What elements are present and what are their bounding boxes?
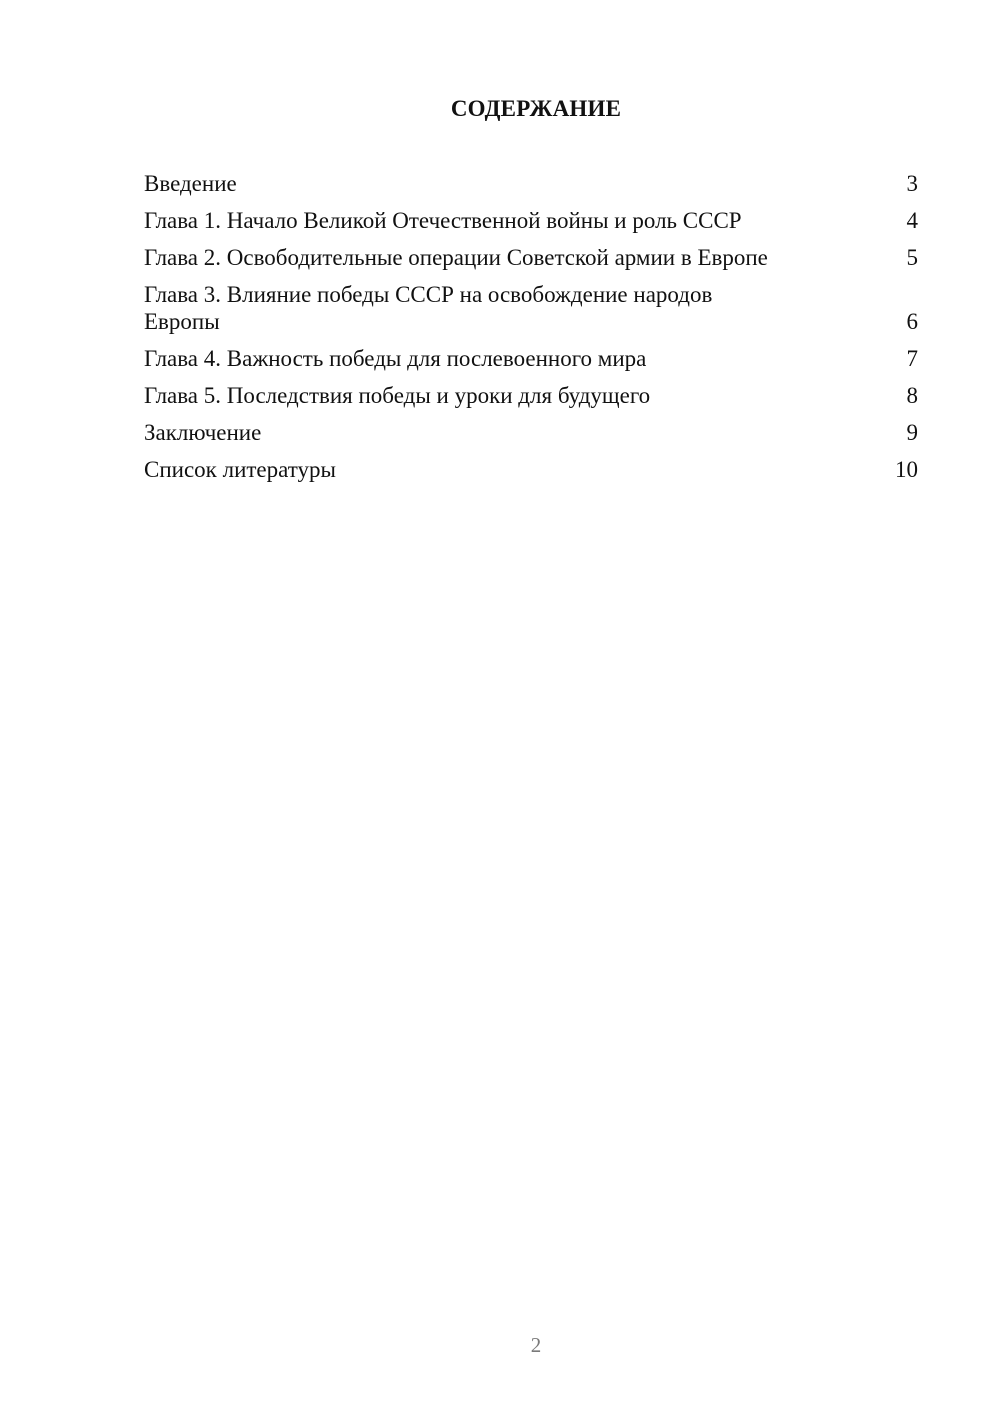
toc-entry-chapter-5[interactable]: [144, 382, 918, 409]
toc-entry-label: Глава 2. Освободительные операции Советской армии в Европе: [144, 245, 768, 270]
toc-entry-page: 5: [906, 245, 918, 270]
toc-entry-page: 7: [906, 346, 918, 371]
page-number: 2: [530, 1333, 542, 1357]
toc-entry-label: Введение: [144, 171, 237, 196]
toc-entry-page: 3: [906, 171, 918, 196]
toc-entry-introduction[interactable]: [144, 170, 918, 197]
toc-entry-chapter-2[interactable]: [144, 244, 918, 271]
toc-entry-page: 4: [906, 208, 918, 233]
toc-entry-page: 8: [906, 383, 918, 408]
toc-entry-chapter-3[interactable]: [144, 281, 918, 335]
toc-entry-chapter-4[interactable]: [144, 345, 918, 372]
toc-entry-label: Глава 4. Важность победы для послевоенного мира: [144, 346, 647, 371]
toc-entry-chapter-1[interactable]: [144, 207, 918, 234]
toc-entry-label: Заключение: [144, 420, 262, 445]
toc-entry-conclusion[interactable]: [144, 419, 918, 446]
toc-title: СОДЕРЖАНИЕ: [450, 96, 622, 121]
toc-entry-label: Глава 1. Начало Великой Отечественной войны и роль СССР: [144, 208, 742, 233]
toc-entry-page: 6: [906, 309, 918, 334]
toc-entry-page: 10: [895, 457, 918, 482]
toc-entry-label: Глава 3. Влияние победы СССР на освобождение народов Европы: [144, 282, 713, 334]
toc-entry-label: Список литературы: [144, 457, 336, 482]
toc-entry-label: Глава 5. Последствия победы и уроки для будущего: [144, 383, 651, 408]
toc-entry-references[interactable]: [144, 456, 918, 483]
toc-list: [144, 170, 918, 493]
toc-entry-page: 9: [906, 420, 918, 445]
